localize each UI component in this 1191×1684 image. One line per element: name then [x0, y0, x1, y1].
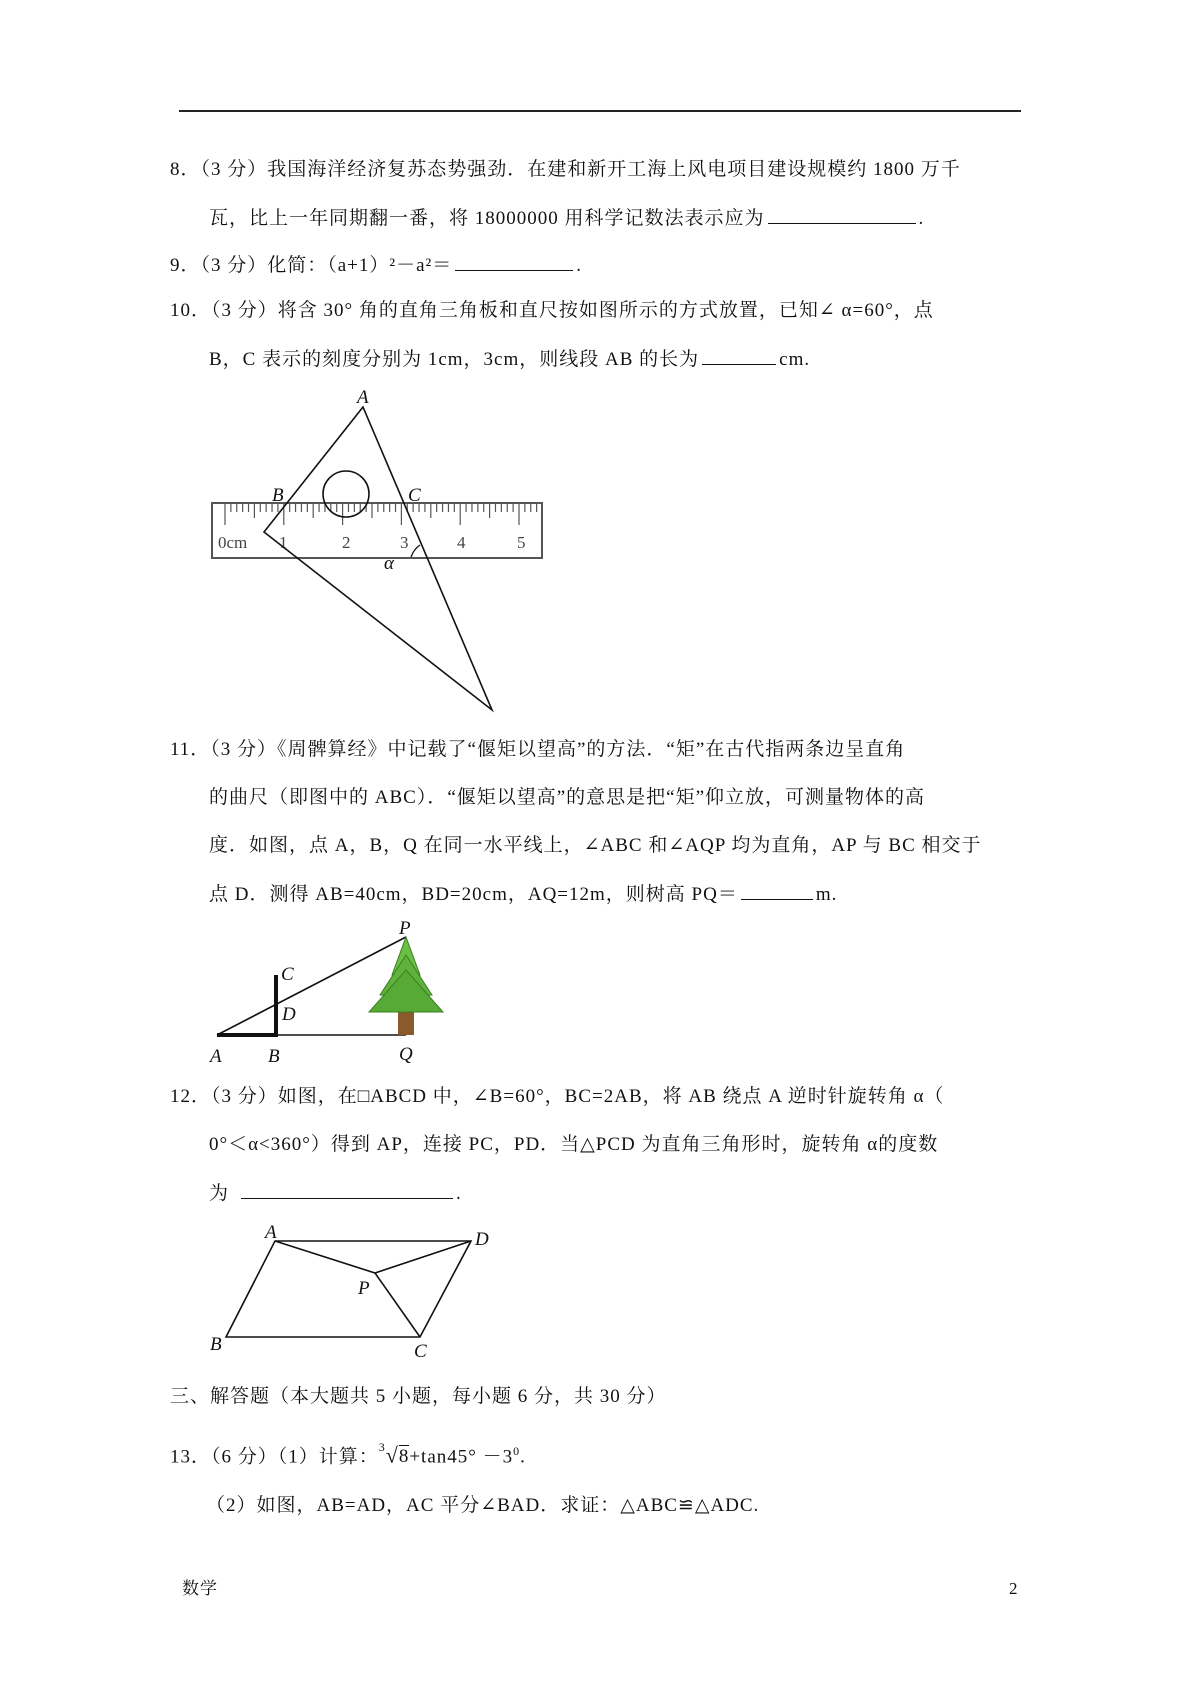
q13-prefix: 13．（6 分）（1）计算： — [170, 1446, 379, 1468]
q12-text: 为 — [209, 1183, 230, 1204]
q11-line1: 11．（3 分）《周髀算经》中记载了“偃矩以望高”的方法．“矩”在古代指两条边呈直角 — [170, 739, 906, 760]
q9-end: . — [576, 255, 582, 276]
segment-PC — [375, 1273, 420, 1337]
q13-part2: （2）如图，AB=AD，AC 平分∠BAD．求证：△ABC≌△ADC. — [206, 1495, 760, 1516]
q10-end: cm. — [779, 349, 811, 370]
label-Q: Q — [399, 1044, 413, 1065]
q10-text: B，C 表示的刻度分别为 1cm，3cm，则线段 AB 的长为 — [209, 349, 700, 370]
footer-subject: 数学 — [182, 1579, 218, 1598]
q8-text: 瓦，比上一年同期翻一番，将 18000000 用科学记数法表示应为 — [209, 208, 765, 229]
q13-part1 — [170, 1439, 526, 1469]
label-A: A — [357, 387, 369, 408]
label-B: B — [268, 1046, 280, 1067]
label-D: D — [475, 1229, 489, 1250]
label-C: C — [414, 1341, 427, 1362]
ruler-label-2: 2 — [342, 533, 351, 552]
segments-AP-PD — [275, 1241, 471, 1273]
radicand: 8 — [398, 1446, 410, 1468]
ruler-label-0: 0cm — [218, 533, 248, 552]
q12-answer-blank[interactable] — [241, 1180, 453, 1199]
label-alpha: α — [384, 553, 394, 574]
label-A: A — [210, 1046, 222, 1067]
q12-line1: 12．（3 分）如图，在□ABCD 中，∠B=60°，BC=2AB，将 AB 绕点 A 逆时针旋转角 α（ — [170, 1086, 945, 1107]
q8-end: . — [918, 208, 925, 229]
q13-expression: +tan45° －3 — [409, 1446, 514, 1468]
label-C: C — [281, 964, 294, 985]
ruler-label-3: 3 — [400, 533, 409, 552]
q10-line1: 10．（3 分）将含 30° 角的直角三角板和直尺按如图所示的方式放置，已知∠ α=60°，点 — [170, 300, 934, 321]
alpha-arc — [411, 545, 420, 557]
cube-root-index: 3 — [378, 1440, 386, 1454]
ruler-label-5: 5 — [517, 533, 526, 552]
tree-icon — [369, 937, 443, 1035]
q11-line2: 的曲尺（即图中的 ABC）．“偃矩以望高”的意思是把“矩”仰立放，可测量物体的高 — [209, 787, 926, 808]
q8-line1: 8．（3 分）我国海洋经济复苏态势强劲．在建和新开工海上风电项目建设规模约 1800 万千 — [170, 159, 961, 180]
q9-text: 9．（3 分）化简：（a+1）²－a²＝ — [170, 255, 453, 276]
ruler — [212, 503, 542, 558]
label-B: B — [210, 1334, 222, 1355]
label-P: P — [358, 1278, 370, 1299]
set-square-hole — [323, 471, 369, 517]
label-C: C — [408, 485, 421, 506]
ruler-label-4: 4 — [457, 533, 466, 552]
q11-line4 — [209, 881, 837, 907]
label-D: D — [282, 1004, 296, 1025]
q11-text: 点 D．测得 AB=40cm，BD=20cm，AQ=12m，则树高 PQ＝ — [209, 884, 738, 905]
label-A: A — [265, 1222, 277, 1243]
q11-answer-blank[interactable] — [741, 881, 813, 900]
q11-end: m. — [815, 884, 838, 905]
tree-figure — [208, 918, 443, 1067]
ruler-triangle-figure — [212, 387, 542, 710]
sight-line-AP — [217, 937, 406, 1035]
parallelogram-figure — [210, 1222, 489, 1362]
carpenter-square-ABC — [217, 975, 276, 1035]
q12-line3 — [209, 1180, 462, 1206]
parallelogram-ABCD — [226, 1241, 471, 1337]
label-P: P — [399, 918, 411, 939]
radical-sign: √ — [385, 1442, 399, 1468]
section-heading: 三、解答题（本大题共 5 小题，每小题 6 分，共 30 分） — [170, 1386, 667, 1407]
footer-page-number: 2 — [1009, 1579, 1019, 1598]
ruler-label-1: 1 — [279, 533, 288, 552]
q11-line3: 度．如图，点 A，B，Q 在同一水平线上，∠ABC 和∠AQP 均为直角，AP 与 BC 相交于 — [209, 835, 982, 856]
q13-end: . — [520, 1446, 526, 1468]
exponent: 0 — [513, 1444, 521, 1458]
q12-end: . — [456, 1183, 462, 1204]
q12-line2: 0°＜α<360°）得到 AP，连接 PC，PD．当△PCD 为直角三角形时，旋转角 α的度数 — [209, 1134, 939, 1155]
label-B: B — [272, 485, 284, 506]
